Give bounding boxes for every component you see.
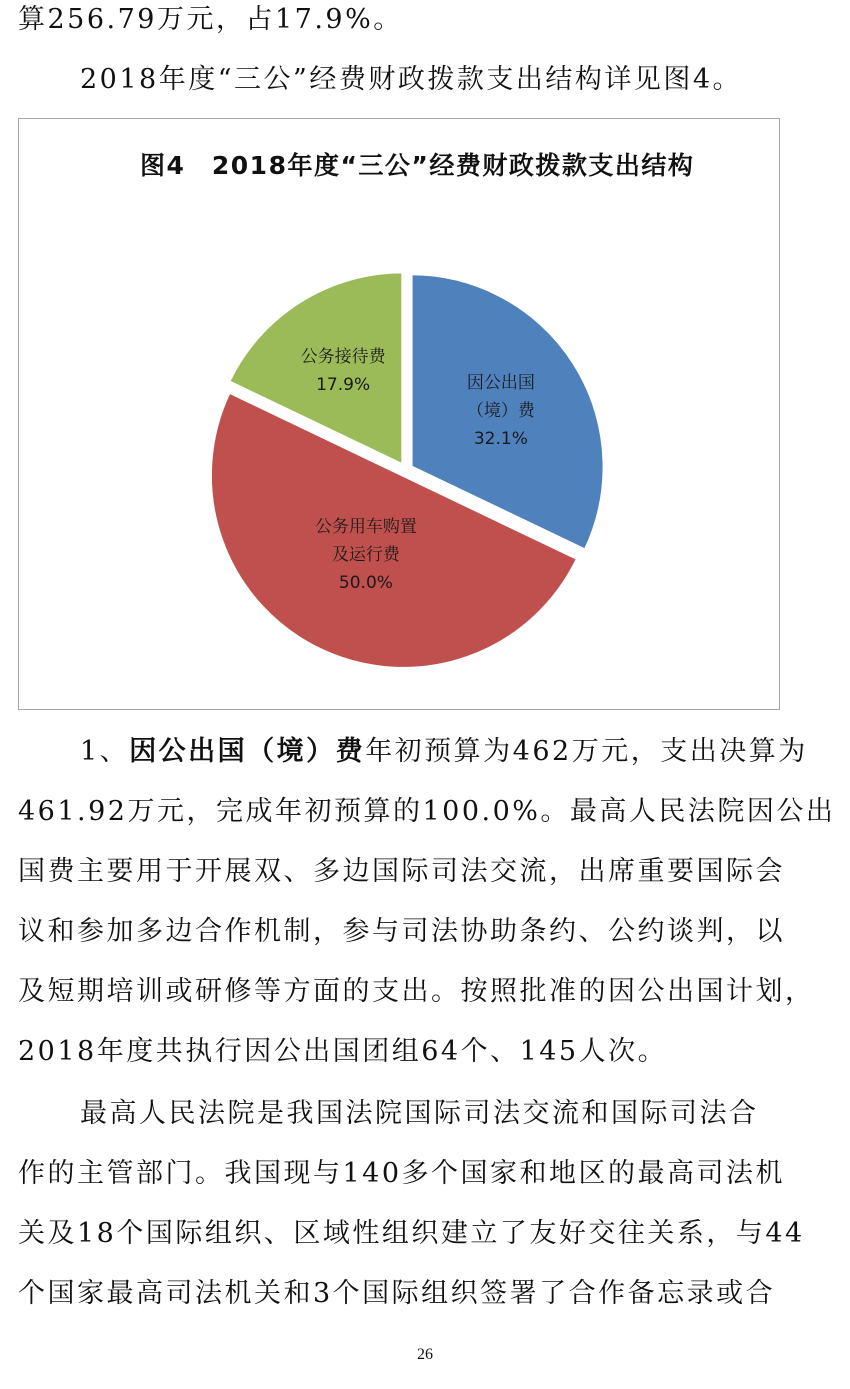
p2-line-2: 作的主管部门。我国现与140多个国家和地区的最高司法机 <box>18 1158 786 1189</box>
p1-heading-bold: 因公出国（境）费 <box>129 736 366 767</box>
p2-line-3: 关及18个国际组织、区域性组织建立了友好交往关系，与44 <box>18 1218 805 1249</box>
p1-line-1 <box>80 734 808 770</box>
slice-2-category-label: 及运行费 <box>331 544 400 565</box>
p1-line-4: 议和参加多边合作机制，参与司法协助条约、公约谈判，以 <box>18 916 785 947</box>
chart-title: 图4 2018年度“三公”经费财政拨款支出结构 <box>140 151 695 180</box>
slice-1-value-label: 32.1% <box>473 429 528 450</box>
p1-line-5: 及短期培训或研修等方面的支出。按照批准的因公出国计划， <box>18 976 815 1007</box>
p1-line-3: 国费主要用于开展双、多边国际司法交流，出席重要国际会 <box>18 856 785 887</box>
p1-prefix: 1、 <box>80 736 130 767</box>
slice-1-category-label: （境）费 <box>466 401 535 422</box>
p1-line-1-rest: 年初预算为462万元，支出决算为 <box>365 736 808 767</box>
pie-chart <box>18 118 780 710</box>
p1-line-6: 2018年度共执行因公出国团组64个、145人次。 <box>18 1036 668 1067</box>
text-line-2: 2018年度“三公”经费财政拨款支出结构详见图4。 <box>80 64 742 95</box>
p1-line-2: 461.92万元，完成年初预算的100.0%。最高人民法院因公出 <box>18 796 836 827</box>
page-number: 26 <box>417 1346 433 1363</box>
slice-2-category-label: 公务用车购置 <box>314 516 417 537</box>
slice-2-value-label: 50.0% <box>338 572 393 593</box>
p2-line-4: 个国家最高司法机关和3个国际组织签署了合作备忘录或合 <box>18 1278 776 1309</box>
slice-3-value-label: 17.9% <box>316 375 371 396</box>
p2-line-1: 最高人民法院是我国法院国际司法交流和国际司法合 <box>80 1098 759 1129</box>
slice-1-category-label: 因公出国 <box>466 373 535 394</box>
text-line-1: 算256.79万元，占17.9%。 <box>18 4 403 35</box>
slice-3-category-label: 公务接待费 <box>300 347 386 368</box>
